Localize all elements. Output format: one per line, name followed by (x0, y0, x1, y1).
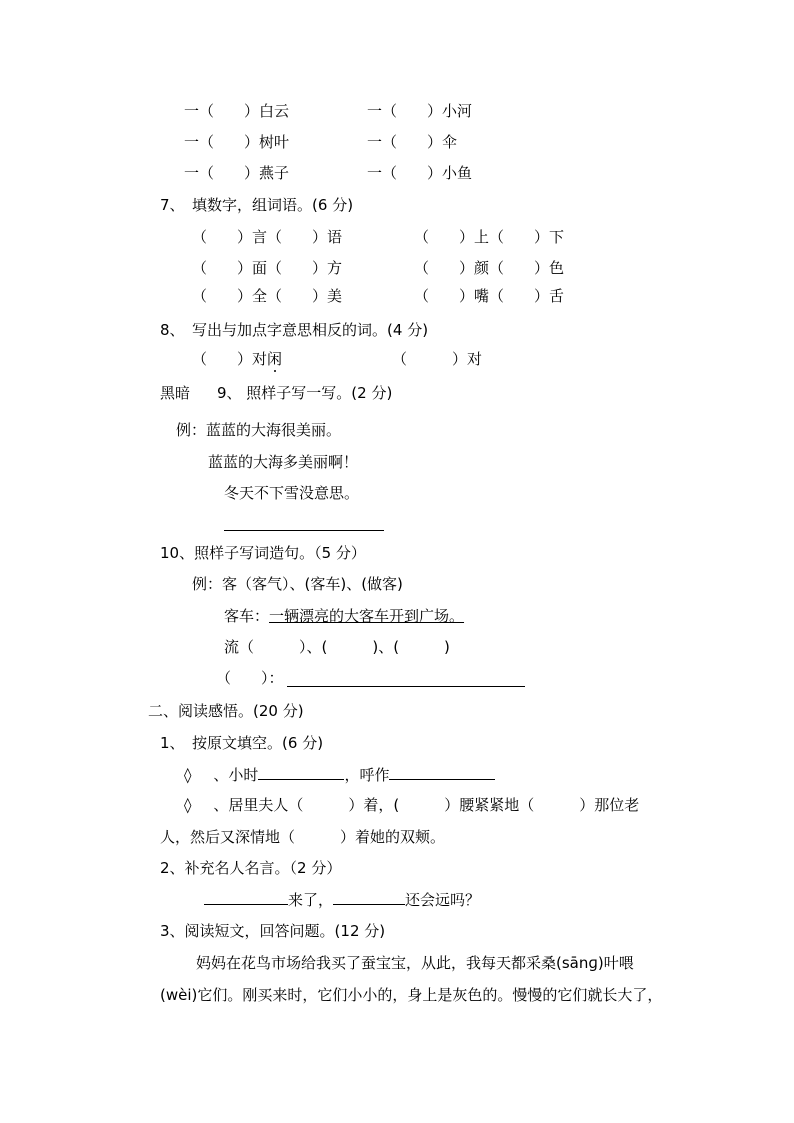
s2-q3-title: 3、阅读短文，回答问题。(12 分) (160, 922, 386, 940)
s2-q3-paragraph-line-1: 妈妈在花鸟市场给我买了蚕宝宝，从此，我每天都采桑(sānɡ)叶喂 (196, 954, 634, 972)
s2-q1-title: 1、 按原文填空。(6 分) (160, 734, 324, 752)
q8-title: 8、 写出与加点字意思相反的词。(4 分) (160, 321, 429, 339)
q9-answer-line[interactable] (224, 530, 384, 531)
q8-item-a (192, 349, 282, 369)
q9-example-line-2: 蓝蓝的大海多美丽啊！ (208, 453, 359, 471)
q7-row-3-right: （ ）嘴（ ）舌 (414, 287, 565, 305)
lozenge-icon: ◊ (184, 766, 192, 784)
q10-sentence-label: 客车： (224, 607, 270, 625)
s2-q1-line-2 (184, 795, 639, 815)
q7-title: 7、 填数字，组词语。(6 分) (160, 196, 354, 214)
q10-example: 例：客（客气）、(客车)、(做客) (192, 575, 403, 593)
s2-q2-end: 还会远吗？ (405, 891, 481, 909)
q9-example-line-1 (176, 420, 341, 440)
q9-example-sentence-1: 蓝蓝的大海很美丽。 (206, 421, 342, 439)
q6-row-2-right: 一（ ）伞 (367, 133, 458, 151)
q10-title: 10、照样子写词造句。（5 分） (160, 544, 366, 562)
q8-item-a-dotted-char: 闲 (267, 350, 283, 368)
s2-q1-blank-1[interactable] (258, 764, 344, 780)
q8-item-b: （ ）对 (392, 350, 483, 368)
s2-q3-paragraph-line-2: (wèi)它们。刚买来时，它们小小的，身上是灰色的。慢慢的它们就长大了， (160, 986, 663, 1004)
lozenge-icon: ◊ (184, 796, 192, 814)
s2-q1-blank-2[interactable] (389, 764, 495, 780)
s2-q1-line-1-a: 、小时 (213, 766, 259, 784)
q9-title: 9、 照样子写一写。(2 分) (217, 384, 393, 402)
q8-item-b-continuation: 黑暗 (160, 384, 191, 402)
q6-row-1-left: 一（ ）白云 (184, 102, 290, 120)
s2-q2-blank-1[interactable] (204, 889, 288, 905)
q9-task: 冬天不下雪没意思。 (224, 484, 360, 502)
s2-q1-line-3: 人，然后又深情地（ ）着她的双颊。 (160, 828, 446, 846)
s2-q2-mid: 来了， (288, 891, 334, 909)
q10-task: 流（ ）、( )、( ) (224, 638, 450, 656)
q6-row-1-right: 一（ ）小河 (367, 102, 473, 120)
q6-row-3-left: 一（ ）燕子 (184, 164, 290, 182)
s2-q1-line-1 (184, 764, 495, 784)
q10-task-2: （ ）： (216, 669, 284, 687)
q10-answer-line[interactable] (287, 686, 525, 687)
q10-sentence: 一辆漂亮的大客车开到广场。 (269, 607, 465, 625)
q9-example-prefix: 例： (176, 421, 207, 439)
q7-row-1-left: （ ）言（ ）语 (192, 228, 343, 246)
q10-example-sentence (224, 606, 464, 626)
s2-q2-blank-2[interactable] (333, 889, 405, 905)
q7-row-2-left: （ ）面（ ）方 (192, 259, 343, 277)
s2-q2-quote (204, 889, 480, 909)
q7-row-2-right: （ ）颜（ ）色 (414, 259, 565, 277)
s2-q2-title: 2、补充名人名言。（2 分） (160, 859, 342, 877)
section-2-title: 二、阅读感悟。(20 分) (148, 702, 304, 720)
s2-q1-line-1-b: ，呼作 (344, 766, 390, 784)
q7-row-1-right: （ ）上（ ）下 (414, 228, 565, 246)
q6-row-2-left: 一（ ）树叶 (184, 133, 290, 151)
q8-item-a-blank: （ ）对 (192, 350, 268, 368)
q7-row-3-left: （ ）全（ ）美 (192, 287, 343, 305)
q6-row-3-right: 一（ ）小鱼 (367, 164, 473, 182)
s2-q1-line-2-text: 、居里夫人（ ）着，( ）腰紧紧地（ ）那位老 (213, 796, 640, 814)
